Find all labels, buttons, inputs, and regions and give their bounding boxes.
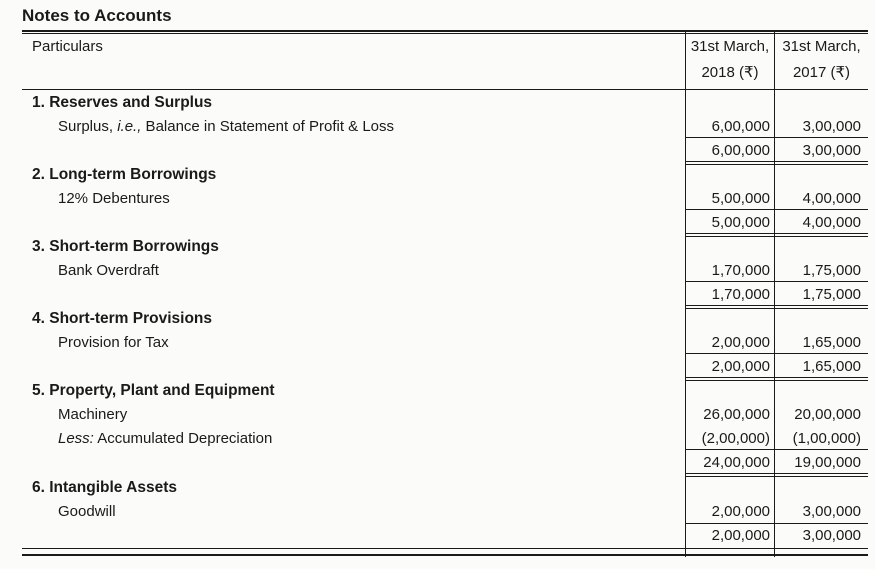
subtotal-rule <box>686 209 774 210</box>
total-rule <box>775 380 868 381</box>
page-title: Notes to Accounts <box>22 6 172 25</box>
total-rule <box>686 164 774 165</box>
header-2018-line1: 31st March, <box>690 38 770 55</box>
note-1-total-2018: 6,00,000 <box>711 142 770 159</box>
note-5-total-2018: 24,00,000 <box>703 454 770 471</box>
note-5-total-2017: 19,00,000 <box>794 454 861 471</box>
note-4-total-2018: 2,00,000 <box>711 358 770 375</box>
note-2-item-2018: 5,00,000 <box>711 190 770 207</box>
subtotal-rule <box>686 523 774 524</box>
note-5-depreciation-2018: (2,00,000) <box>701 430 770 447</box>
bottom-rule <box>22 548 868 549</box>
total-rule <box>775 236 868 237</box>
header-2017-line2: 2017 (₹) <box>792 64 851 81</box>
header-rule <box>22 89 868 90</box>
total-rule <box>686 473 774 474</box>
note-5-item-depreciation-label: Less: Accumulated Depreciation <box>58 430 273 447</box>
note-3-total-2017: 1,75,000 <box>802 286 861 303</box>
note-6-item-2017: 3,00,000 <box>802 503 861 520</box>
total-rule <box>686 161 774 162</box>
note-4-item-2018: 2,00,000 <box>711 334 770 351</box>
total-rule <box>775 305 868 306</box>
subtotal-rule <box>775 281 868 282</box>
note-6-item-2018: 2,00,000 <box>711 503 770 520</box>
total-rule <box>686 308 774 309</box>
total-rule <box>686 377 774 378</box>
total-rule <box>775 473 868 474</box>
subtotal-rule <box>775 353 868 354</box>
note-4-item-2017: 1,65,000 <box>802 334 861 351</box>
header-2018-line2: 2018 (₹) <box>701 64 759 81</box>
note-2-title: 2. Long-term Borrowings <box>32 166 217 183</box>
note-6-total-2018: 2,00,000 <box>711 527 770 544</box>
total-rule <box>686 236 774 237</box>
note-5-item-machinery-label: Machinery <box>58 406 128 423</box>
total-rule <box>775 164 868 165</box>
note-1-item-2017: 3,00,000 <box>802 118 861 135</box>
note-2-total-2018: 5,00,000 <box>711 214 770 231</box>
subtotal-rule <box>686 281 774 282</box>
notes-table <box>22 30 868 561</box>
total-rule <box>686 233 774 234</box>
note-4-title: 4. Short-term Provisions <box>32 310 213 327</box>
total-rule <box>775 233 868 234</box>
top-rule <box>22 30 868 32</box>
note-1-total-2017: 3,00,000 <box>802 142 861 159</box>
note-5-title: 5. Property, Plant and Equipment <box>32 382 275 399</box>
note-3-title: 3. Short-term Borrowings <box>32 238 219 255</box>
subtotal-rule <box>686 449 774 450</box>
note-2-item-2017: 4,00,000 <box>802 190 861 207</box>
total-rule <box>686 380 774 381</box>
note-4-total-2017: 1,65,000 <box>802 358 861 375</box>
note-6-title: 6. Intangible Assets <box>32 479 177 496</box>
note-3-total-2018: 1,70,000 <box>711 286 770 303</box>
total-rule <box>686 305 774 306</box>
note-3-item-2018: 1,70,000 <box>711 262 770 279</box>
note-6-total-2017: 3,00,000 <box>802 527 861 544</box>
header-particulars: Particulars <box>32 38 103 55</box>
note-3-item-2017: 1,75,000 <box>802 262 861 279</box>
note-3-item-label: Bank Overdraft <box>58 262 159 279</box>
total-rule <box>775 377 868 378</box>
note-5-machinery-2018: 26,00,000 <box>703 406 770 423</box>
total-rule <box>775 161 868 162</box>
note-1-item-label: Surplus, i.e., Balance in Statement of Profit & Loss <box>58 118 395 135</box>
subtotal-rule <box>775 523 868 524</box>
note-2-total-2017: 4,00,000 <box>802 214 861 231</box>
note-1-item-2018: 6,00,000 <box>711 118 770 135</box>
bottom-rule-outer <box>22 554 868 556</box>
subtotal-rule <box>775 449 868 450</box>
note-4-item-label: Provision for Tax <box>58 334 169 351</box>
note-5-machinery-2017: 20,00,000 <box>794 406 861 423</box>
subtotal-rule <box>686 353 774 354</box>
total-rule <box>775 308 868 309</box>
note-6-item-label: Goodwill <box>58 503 116 520</box>
subtotal-rule <box>775 137 868 138</box>
note-1-title: 1. Reserves and Surplus <box>32 94 213 111</box>
header-2017-line1: 31st March, <box>782 38 861 55</box>
note-2-item-label: 12% Debentures <box>58 190 170 207</box>
subtotal-rule <box>686 137 774 138</box>
note-5-depreciation-2017: (1,00,000) <box>792 430 861 447</box>
total-rule <box>686 476 774 477</box>
total-rule <box>775 476 868 477</box>
subtotal-rule <box>775 209 868 210</box>
